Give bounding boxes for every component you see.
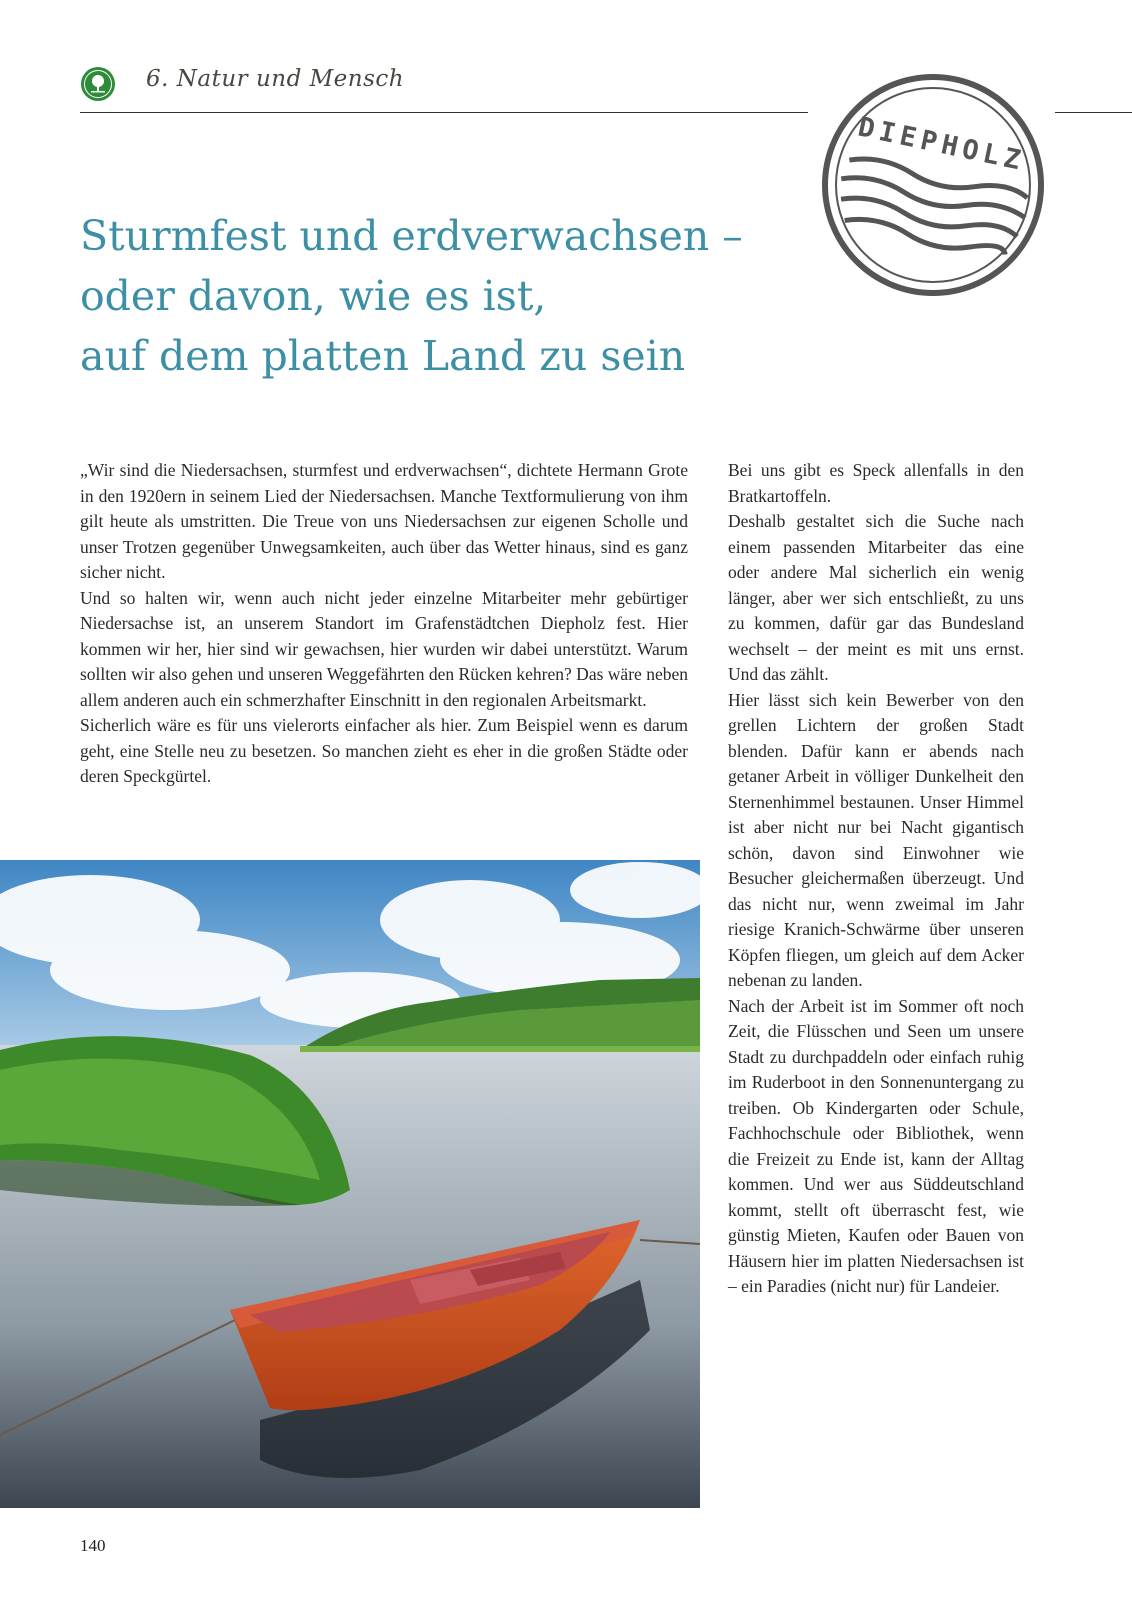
headline-line-1: Sturmfest und erdverwachsen –	[80, 212, 743, 260]
headline-line-2: oder davon, wie es ist,	[80, 272, 547, 320]
lake-boat-photo	[0, 860, 700, 1508]
paragraph: „Wir sind die Niedersachsen, sturmfest und erdverwachsen“, dichtete Hermann Grote in den 1920ern in seinem Lied der Niedersachsen. Manche Textformulierung von ihm gilt heute als umstritten. Die Treue von uns Niedersachsen zur eigenen Scholle und unser Trotzen gegenüber Unwegsamkeiten, auch über das Wetter hinaus, sind es ganz sicher nicht.	[80, 460, 688, 582]
paragraph: Deshalb gestaltet sich die Suche nach einem passenden Mitarbeiter das eine oder andere Mal sicherlich ein wenig länger, aber wer sich entschließt, zu uns zu kommen, dafür gar das Bundesland wechselt – der meint es mit uns ernst. Und das zählt.	[728, 511, 1024, 684]
body-column-left	[80, 458, 688, 790]
diepholz-stamp	[818, 70, 1048, 300]
paragraph: Nach der Arbeit ist im Sommer oft noch Zeit, die Flüsschen und Seen um unsere Stadt zu durchpaddeln oder einfach ruhig im Ruderboot in den Sonnenuntergang zu treiben. Ob Kindergarten oder Schule, Fachhochschule oder Bibliothek, wenn die Freizeit zu Ende ist, kann der Alltag kommen. Und wer aus Süddeutschland kommt, stellt oft überrascht fest, wie günstig Mieten, Kaufen oder Bauen von Häusern hier im platten Niedersachsen ist – ein Paradies (nicht nur) für Landeier.	[728, 995, 1024, 1296]
body-column-right	[728, 458, 1024, 1300]
article-headline	[80, 206, 820, 386]
paragraph: Sicherlich wäre es für uns vielerorts einfacher als hier. Zum Beispiel wenn es darum geht, eine Stelle neu zu besetzen. So manchen zieht es eher in die großen Städte oder deren Speckgürtel.	[80, 715, 688, 786]
header-rule	[80, 112, 808, 113]
company-logo	[80, 66, 116, 102]
stamp-text: DIEPHOLZ	[855, 111, 1029, 178]
page-number: 140	[80, 1536, 106, 1555]
paragraph: Hier lässt sich kein Bewerber von den grellen Lichtern der großen Stadt blenden. Dafür kann er abends nach getaner Arbeit in völliger Dunkelheit den Sternenhimmel bestaunen. Unser Himmel ist aber nicht nur bei Nacht gigantisch schön, davon sind Einwohner wie Besucher gleichermaßen überzeugt. Und das nicht nur, wenn zweimal im Jahr riesige Kranich-Schwärme über unseren Köpfen fliegen, um gleich auf dem Acker nebenan zu landen.	[728, 689, 1024, 990]
paragraph: Bei uns gibt es Speck allenfalls in den Bratkartoffeln.	[728, 460, 1024, 506]
header-rule-right	[1055, 112, 1132, 113]
section-title: 6. Natur und Mensch	[146, 66, 405, 92]
paragraph: Und so halten wir, wenn auch nicht jeder einzelne Mitarbeiter mehr gebürtiger Niedersachse ist, an unserem Standort im Grafenstädtchen Diepholz fest. Hier kommen wir her, hier sind wir gewachsen, hier wurden wir dabei unterstützt. Warum sollten wir also gehen und unseren Weggefährten den Rücken kehren? Das wäre neben allem anderen auch ein schmerzhafter Einschnitt in den regionalen Arbeitsmarkt.	[80, 587, 688, 710]
headline-line-3: auf dem platten Land zu sein	[80, 332, 686, 380]
